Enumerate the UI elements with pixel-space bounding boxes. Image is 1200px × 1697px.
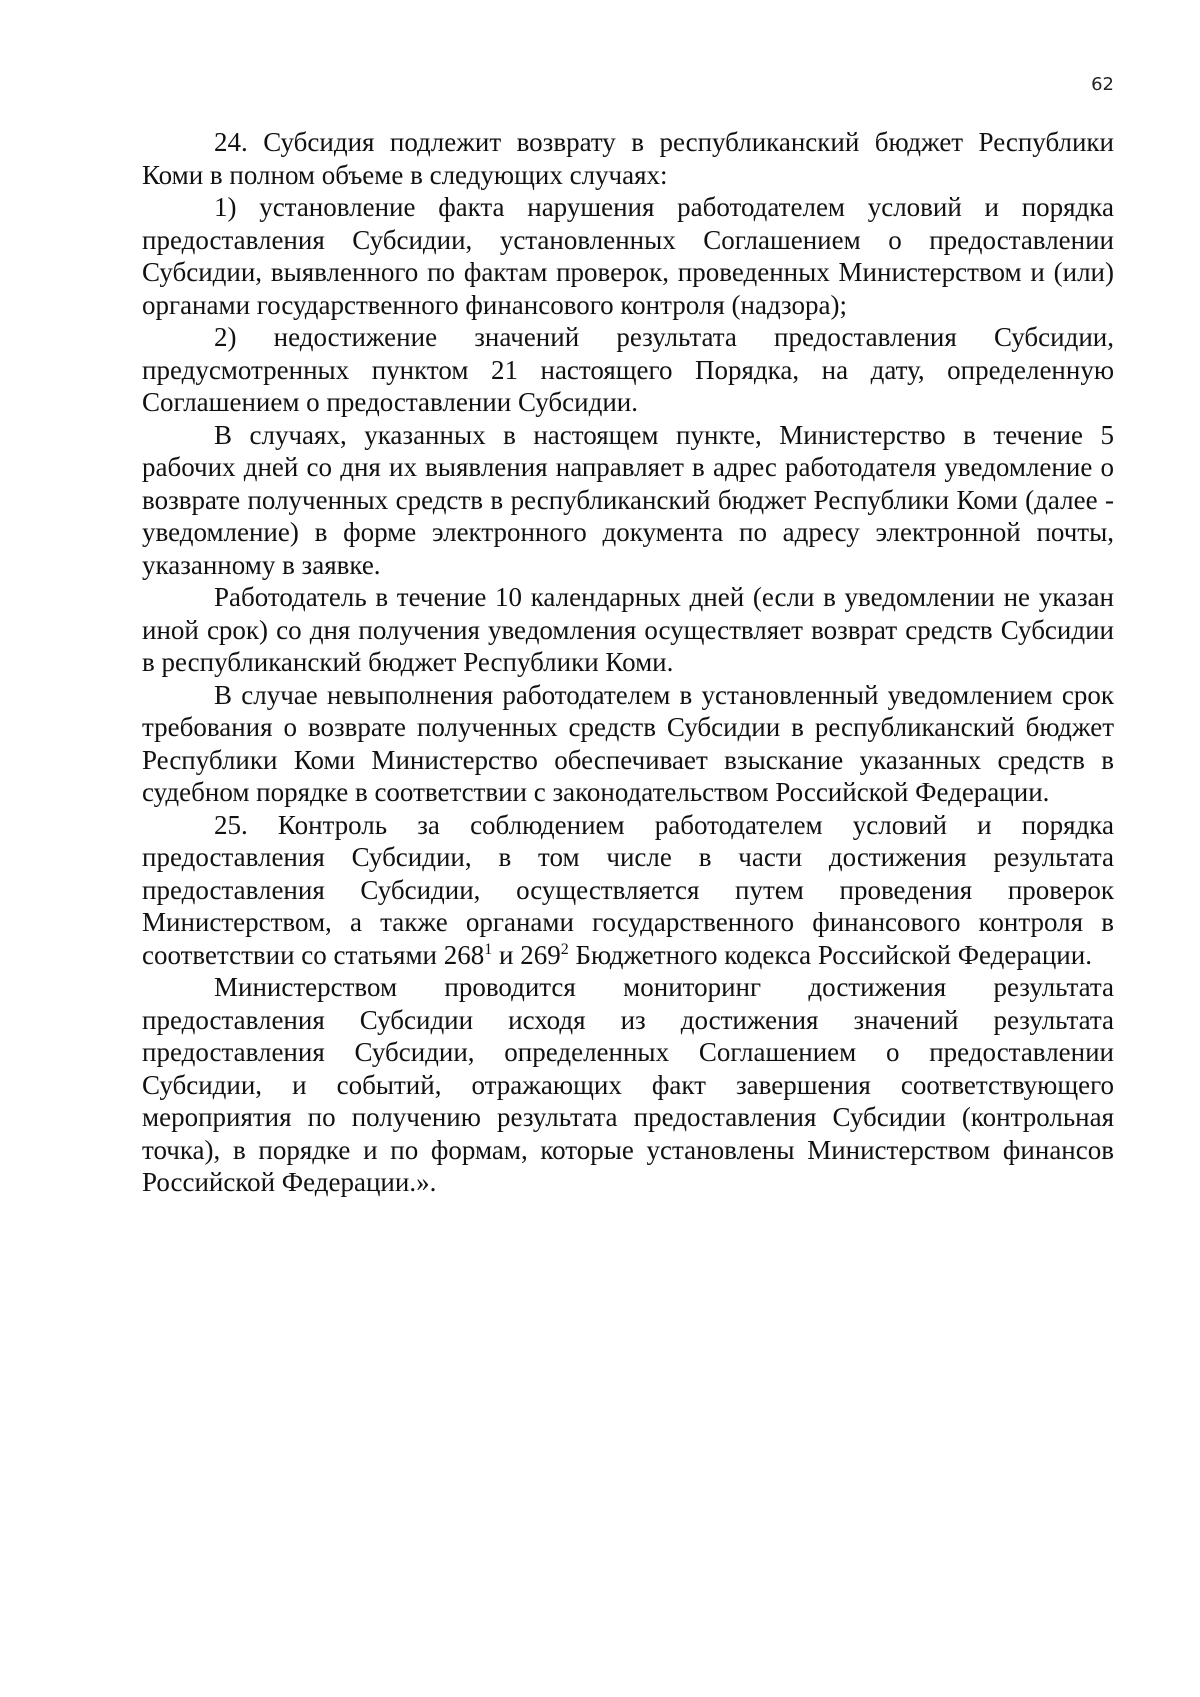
paragraph-25-text-part2: и 269 [492, 939, 561, 970]
paragraph-24-intro: 24. Субсидия подлежит возврату в республиканский бюджет Республики Коми в полном объеме в следующих случаях: [142, 127, 1114, 190]
page-number: 62 [1091, 74, 1114, 95]
paragraph-notification: В случаях, указанных в настоящем пункте, Министерство в течение 5 рабочих дней со дня их выявления направляет в адрес работодателя уведомление о возврате полученных средств в республиканский бюджет Республики Коми (далее - уведомление) в форме электронного документа по адресу электронной почты, указанному в заявке. [142, 419, 1114, 580]
paragraph-24-item-2: 2) недостижение значений результата предоставления Субсидии, предусмотренных пунктом 21 настоящего Порядка, на дату, определенную Соглашением о предоставлении Субсидии. [142, 322, 1114, 417]
paragraph-25-text-part1: 25. Контроль за соблюдением работодателем условий и порядка предоставления Субсидии, в том числе в части достижения результата предоставления Субсидии, осуществляется путем проведения проверок Министерством, а также органами государственного финансового контроля в соответствии со статьями 268 [142, 809, 1114, 970]
paragraph-24-item-1: 1) установление факта нарушения работодателем условий и порядка предоставления Субсидии, установленных Соглашением о предоставлении Субсидии, выявленного по фактам проверок, проведенных Министерством и (или) органами государственного финансового контроля (надзора); [142, 192, 1114, 320]
paragraph-25 [142, 809, 1114, 972]
superscript-1: 1 [484, 940, 493, 958]
paragraph-court-recovery: В случае невыполнения работодателем в установленный уведомлением срок требования о возврате полученных средств Субсидии в республиканский бюджет Республики Коми Министерство обеспечивает взыскание указанных средств в судебном порядке в соответствии с законодательством Российской Федерации. [142, 679, 1114, 807]
paragraph-return-term: Работодатель в течение 10 календарных дней (если в уведомлении не указан иной срок) со дня получения уведомления осуществляет возврат средств Субсидии в республиканский бюджет Республики Коми. [142, 582, 1114, 677]
superscript-2: 2 [560, 940, 569, 958]
paragraph-25-text-part3: Бюджетного кодекса Российской Федерации. [568, 939, 1092, 970]
document-body [142, 126, 1114, 1199]
paragraph-monitoring: Министерством проводится мониторинг достижения результата предоставления Субсидии исходя из достижения значений результата предоставления Субсидии, определенных Соглашением о предоставлении Субсидии, и событий, отражающих факт завершения соответствующего мероприятия по получению результата предоставления Субсидии (контрольная точка), в порядке и по формам, которые установлены Министерством финансов Российской Федерации.». [142, 972, 1114, 1197]
